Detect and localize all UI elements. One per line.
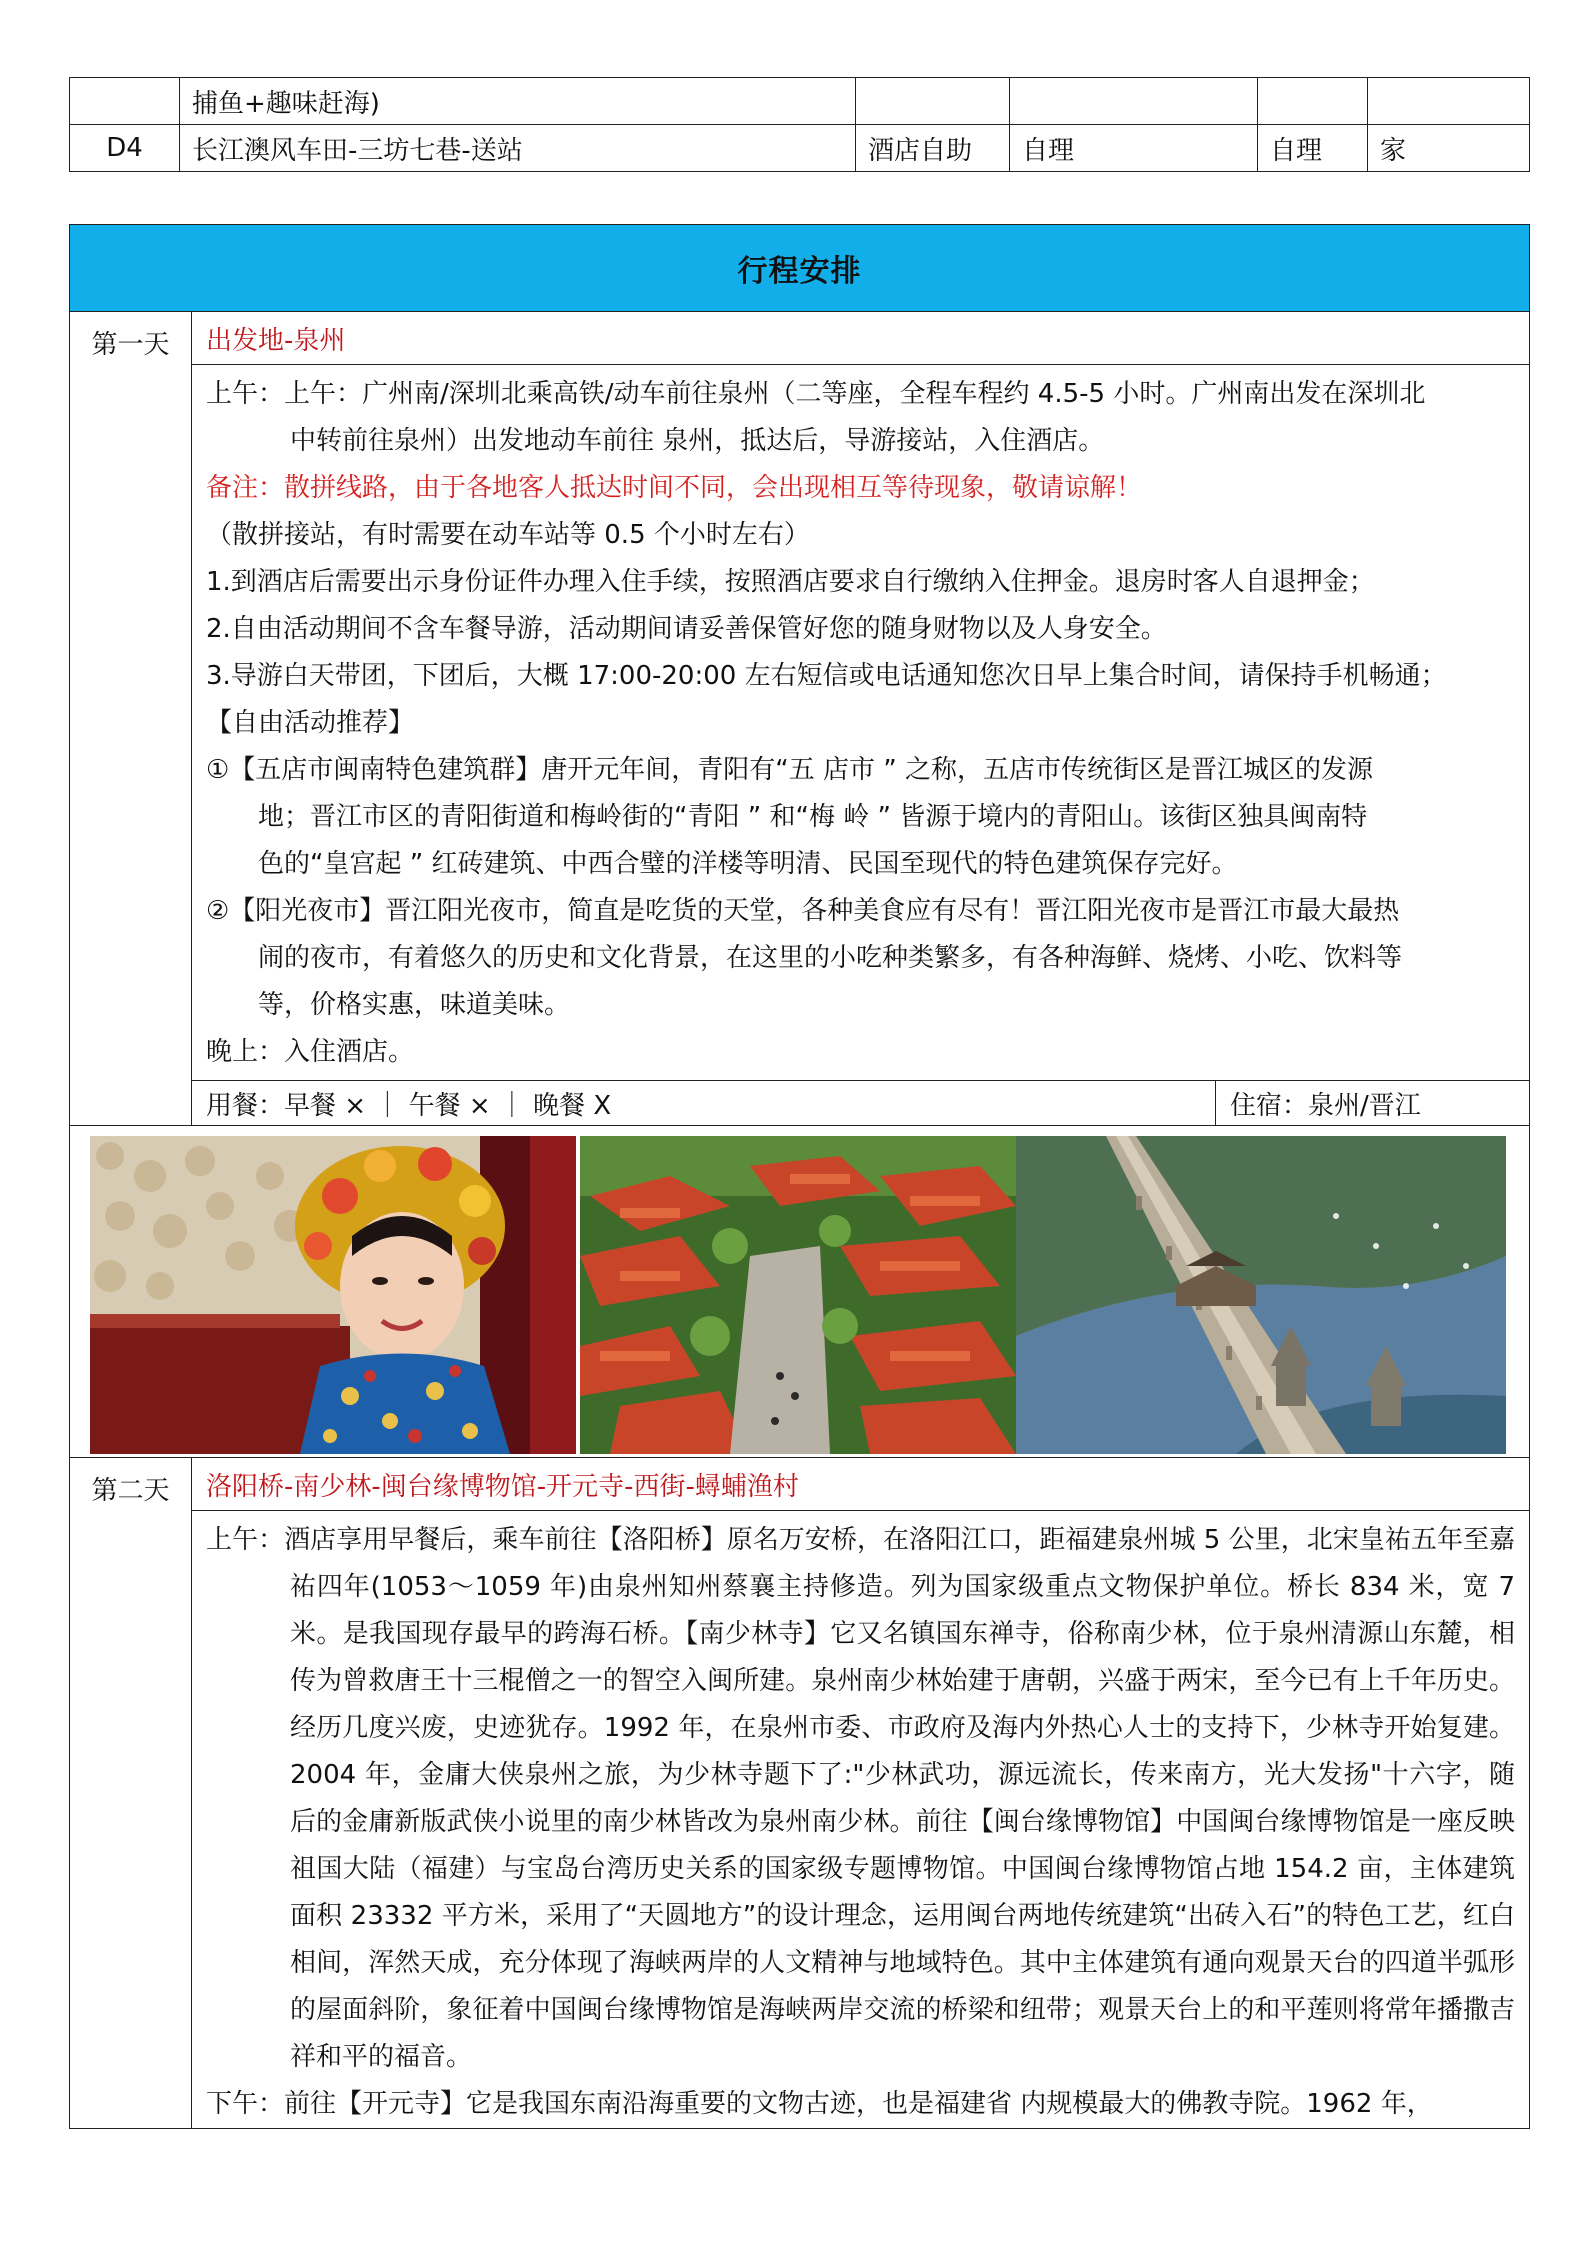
day1-line: 色的“皇宫起 ” 红砖建筑、中西合璧的洋楼等明清、民国至现代的特色建筑保存完好。 — [258, 849, 1238, 879]
day1-line: 晚上：入住酒店。 — [206, 1037, 415, 1067]
luoyang-stone-bridge-photo — [1016, 1136, 1506, 1454]
summary-dinner — [1258, 78, 1368, 125]
red-roof-village-aerial-photo — [580, 1136, 1016, 1454]
day1-line: 【自由活动推荐】 — [206, 708, 415, 738]
day1-line: 等，价格实惠，味道美味。 — [258, 990, 571, 1020]
day1-label: 第一天 — [70, 312, 192, 1126]
summary-breakfast — [856, 78, 1010, 125]
summary-stay: 家 — [1368, 125, 1530, 172]
day2-afternoon: 下午：前往【开元寺】它是我国东南沿海重要的文物古迹，也是福建省 内规模最大的佛教寺院。1962 年， — [206, 2089, 1433, 2119]
summary-lunch: 自理 — [1010, 125, 1258, 172]
summary-stay — [1368, 78, 1530, 125]
summary-dinner: 自理 — [1258, 125, 1368, 172]
day1-line: 上午：上午：广州南/深圳北乘高铁/动车前往泉州（二等座，全程车程约 4.5-5 小时。广州南出发在深圳北 — [206, 379, 1426, 409]
day2-route: 洛阳桥-南少林-闽台缘博物馆-开元寺-西街-蟳蜅渔村 — [192, 1458, 1530, 1511]
day1-description — [192, 365, 1530, 1081]
itinerary-table — [69, 224, 1530, 2129]
day1-line: ②【阳光夜市】晋江阳光夜市，简直是吃货的天堂，各种美食应有尽有！晋江阳光夜市是晋江市最大最热 — [206, 896, 1400, 926]
day1-line: 中转前往泉州）出发地动车前往 泉州，抵达后，导游接站，入住酒店。 — [290, 426, 1105, 456]
schedule-summary-table — [69, 77, 1530, 172]
day2-label: 第二天 — [70, 1458, 192, 2129]
photo-strip — [70, 1126, 1530, 1458]
day2-morning: 上午：酒店享用早餐后，乘车前往【洛阳桥】原名万安桥，在洛阳江口，距福建泉州城 5 公里，北宋皇祐五年至嘉祐四年(1053～1059 年)由泉州知州蔡襄主持修造。列为国家级重点文物保护单位。桥长 834 米，宽 7 米。是我国现存最早的跨海石桥。【南少林寺】它又名镇国东禅寺，俗称南少林，位于泉州清源山东麓，相传为曾救唐王十三棍僧之一的智空入闽所建。泉州南少林始建于唐朝，兴盛于两宋，至今已有上千年历史。经历几度兴废，史迹犹存。1992 年，在泉州市委、市政府及海内外热心人士的支持下，少林寺开始复建。2004 年，金庸大侠泉州之旅，为少林寺题下了:"少林武功，源远流长，传来南方，光大发扬"十六字，随后的金庸新版武侠小说里的南少林皆改为泉州南少林。前往【闽台缘博物馆】中国闽台缘博物馆是一座反映祖国大陆（福建）与宝岛台湾历史关系的国家级专题博物馆。中国闽台缘博物馆占地 154.2 亩，主体建筑面积 23332 平方米，采用了“天圆地方”的设计理念，运用闽台两地传统建筑“出砖入石”的特色工艺，红白相间，浑然天成，充分体现了海峡两岸的人文精神与地域特色。其中主体建筑有通向观景天台的四道半弧形的屋面斜阶，象征着中国闽台缘博物馆是海峡两岸交流的桥梁和纽带；观景天台上的和平莲则将常年播撒吉祥和平的福音。 — [206, 1525, 1516, 2072]
day1-stay: 住宿：泉州/晋江 — [1216, 1081, 1530, 1126]
summary-lunch — [1010, 78, 1258, 125]
day1-line: 3.导游白天带团，下团后，大概 17:00-20:00 左右短信或电话通知您次日早上集合时间，请保持手机畅通； — [206, 661, 1447, 691]
day1-note: 备注：散拼线路，由于各地客人抵达时间不同，会出现相互等待现象，敬请谅解！ — [206, 473, 1143, 503]
summary-route: 长江澳风车田-三坊七巷-送站 — [180, 125, 856, 172]
day1-line: 闹的夜市，有着悠久的历史和文化背景，在这里的小吃种类繁多，有各种海鲜、烧烤、小吃、饮料等 — [258, 943, 1403, 973]
itinerary-header: 行程安排 — [70, 225, 1530, 312]
day1-line: 地；晋江市区的青阳街道和梅岭街的“青阳 ” 和“梅 岭 ” 皆源于境内的青阳山。该街区独具闽南特 — [258, 802, 1368, 832]
summary-day: D4 — [70, 125, 180, 172]
day1-line: 2.自由活动期间不含车餐导游，活动期间请妥善保管好您的随身财物以及人身安全。 — [206, 614, 1167, 644]
woman-in-traditional-headdress-photo — [90, 1136, 576, 1454]
summary-day — [70, 78, 180, 125]
summary-row — [70, 125, 1530, 172]
day1-route: 出发地-泉州 — [192, 312, 1530, 365]
summary-route: 捕鱼+趣味赶海) — [180, 78, 856, 125]
day1-meals: 用餐：早餐 × ｜ 午餐 × ｜ 晚餐 X — [192, 1081, 1216, 1126]
day1-line: 1.到酒店后需要出示身份证件办理入住手续，按照酒店要求自行缴纳入住押金。退房时客人自退押金； — [206, 567, 1375, 597]
day1-line: （散拼接站，有时需要在动车站等 0.5 个小时左右） — [206, 520, 810, 550]
summary-breakfast: 酒店自助 — [856, 125, 1010, 172]
day2-description — [192, 1511, 1530, 2129]
day1-line: ①【五店市闽南特色建筑群】唐开元年间，青阳有“五 店市 ” 之称，五店市传统街区是晋江城区的发源 — [206, 755, 1374, 785]
summary-row — [70, 78, 1530, 125]
